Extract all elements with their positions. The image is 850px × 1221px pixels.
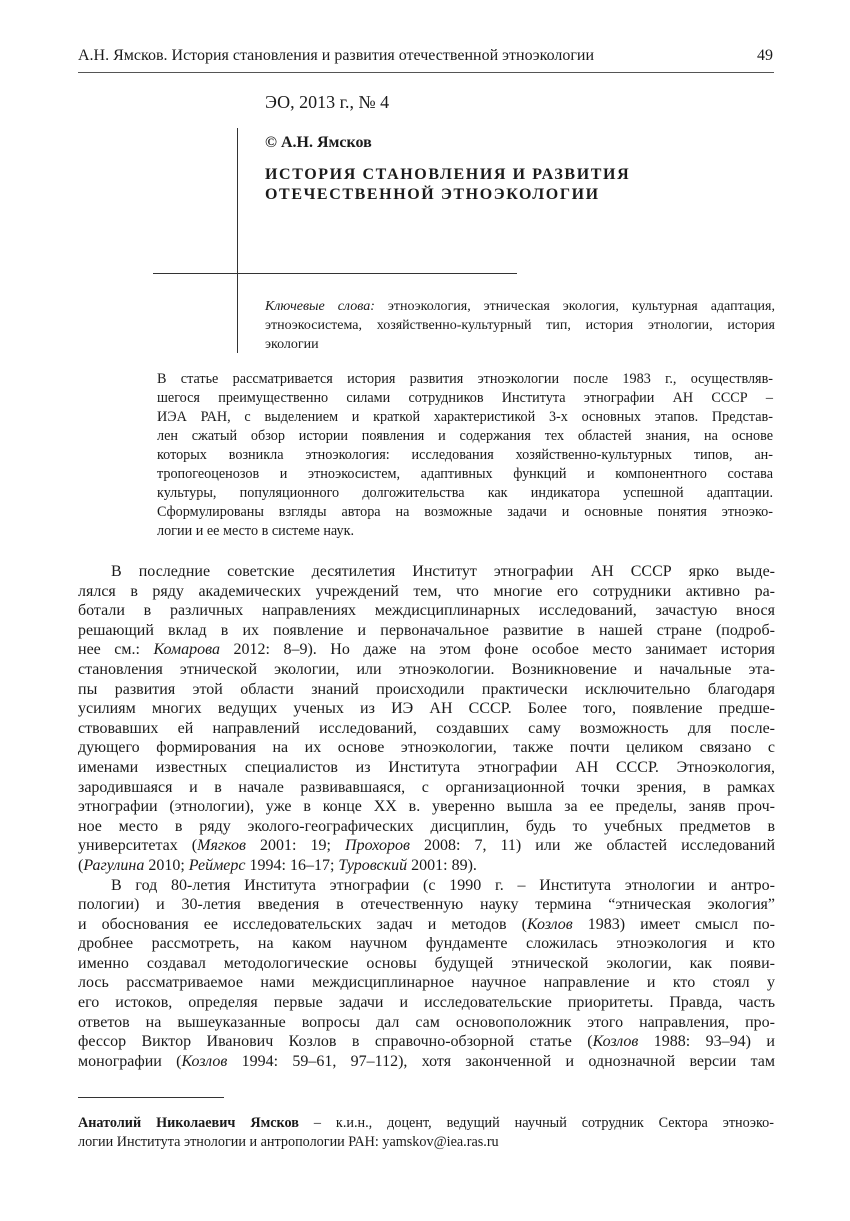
body-line: ответов на вышеуказанные вопросы дал сам основоположник этого направления, про- (78, 1013, 775, 1031)
body-line: именами известных специалистов из Института этнографии АН СССР. Этноэкология, (78, 758, 775, 776)
text-run: 1994: 16–17; (245, 856, 339, 874)
text-run: и обоснования ее исследовательских задач и методов ( (78, 915, 527, 933)
body-line: В год 80-летия Института этнографии (с 1990 г. – Института этнологии и антро- (111, 876, 775, 894)
text-run: фессор Виктор Иванович Козлов в справочно-обзорной статье ( (78, 1033, 593, 1051)
body-line: дующего формирования на их основе этноэкологии, также почти целиком связано с (78, 739, 775, 757)
abstract-line: шегося преимущественно силами сотрудников Института этнографии АН СССР – (157, 390, 773, 406)
keywords (265, 297, 775, 354)
abstract-line: тропогеоценозов и этноэкосистем, адаптивных функций и компонентного состава (157, 466, 773, 482)
journal-issue: ЭО, 2013 г., № 4 (265, 92, 390, 112)
article-title (265, 165, 745, 205)
vertical-rule (237, 128, 238, 353)
citation-author: Прохоров (345, 837, 410, 855)
body-line: усилиям многих ведущих ученых из ИЭ АН СССР. Более того, появление предше- (78, 700, 775, 718)
text-run: 2010; (144, 856, 189, 874)
author: © А.Н. Ямсков (265, 134, 372, 151)
footnote-line: логии Института этнологии и антропологии РАН: yamskov@iea.ras.ru (78, 1134, 499, 1150)
footnote-line (78, 1114, 774, 1133)
article-title-line: ОТЕЧЕСТВЕННОЙ ЭТНОЭКОЛОГИИ (265, 186, 600, 203)
running-head (78, 46, 773, 66)
body-line: ное место в ряду эколого-географических дисциплин, будь то учебных предметов в (78, 817, 775, 835)
citation-author: Козлов (592, 1033, 639, 1051)
text-run: 2012: 8–9). Но даже на этом фоне особое место занимает история (219, 641, 776, 659)
body-line (78, 836, 775, 856)
body-line (78, 640, 775, 660)
keywords-label: Ключевые слова: (265, 299, 375, 314)
body-line: зародившаяся и в начале развивавшаяся, с организационной точки зрения, в рамках (78, 778, 775, 796)
abstract-line: лен сжатый обзор истории появления и содержания тех областей знания, на основе (157, 428, 773, 444)
citation-author: Туровский (338, 856, 408, 874)
body-line: его истоков, определяя первые задачи и исследовательские приоритеты. Правда, часть (78, 994, 775, 1012)
footnote-author-name: Анатолий Николаевич Ямсков (78, 1115, 299, 1131)
body-line (78, 1032, 775, 1052)
horizontal-rule (153, 273, 517, 274)
body-line (78, 856, 775, 876)
citation-author: Реймерс (188, 856, 246, 874)
text-run: 1983) имеет смысл по- (572, 915, 775, 933)
abstract (157, 370, 773, 541)
text-run: монографии ( (78, 1052, 182, 1070)
body-line: ботали в различных направлениях междисциплинарных исследований, зачастую внося (78, 602, 775, 620)
text-run: нее см.: (78, 641, 154, 659)
keywords-text: этноэкология, этническая экология, культурная адаптация, этноэкосистема, хозяйственно-культурный тип, история этнологии, история экологии (265, 299, 775, 352)
citation-author: Козлов (526, 915, 573, 933)
text-run: 1988: 93–94) и (638, 1033, 775, 1051)
text-run: 2008: 7, 11) или же областей исследований (409, 837, 776, 855)
body-line: именно создавал методологические основы будущей этнической экологии, как появи- (78, 954, 775, 972)
abstract-line: культуры, популяционного долгожительства как индикатора успешной адаптации. (157, 485, 773, 501)
citation-author: Мягков (197, 837, 246, 855)
abstract-line: Сформулированы взгляды автора на возможные задачи и основные понятия этноэко- (157, 504, 773, 520)
abstract-line: В статье рассматривается история развития этноэкологии после 1983 г., осуществляв- (157, 371, 773, 387)
body-line: становления этнической экологии, или этноэкологии. Возникновение и начальные эта- (78, 660, 775, 678)
abstract-line: ИЭА РАН, с выделением и краткой характеристикой 3-х основных этапов. Представ- (157, 409, 773, 425)
footnote-rule (78, 1097, 224, 1098)
body-line (78, 915, 775, 935)
body-line: пы развития этой области знаний происходили практически исключительно благодаря (78, 680, 775, 698)
abstract-line: которых возникла этноэкология: исследования хозяйственно-культурных типов, ан- (157, 447, 773, 463)
text-run: 2001: 89). (407, 856, 477, 874)
text-run: 1994: 59–61, 97–112), хотя законченной и однозначной версии там (227, 1052, 775, 1070)
citation-author: Комарова (153, 641, 220, 659)
text-run: ( (78, 856, 84, 874)
body-line: лялся в ряду академических учреждений тем, что многие его сотрудники активно ра- (78, 582, 775, 600)
text-run: 2001: 19; (245, 837, 346, 855)
article-title-line: ИСТОРИЯ СТАНОВЛЕНИЯ И РАЗВИТИЯ (265, 166, 631, 183)
footnote-text: – к.и.н., доцент, ведущий научный сотрудник Сектора этноэко- (298, 1115, 774, 1131)
body-line: дробнее рассмотреть, на каком научном фундаменте сложилась этноэкология и кто (78, 935, 775, 953)
body-line: лось рассматриваемое нами междисциплинарное научное направление и кто стоял у (78, 974, 775, 992)
body-line: этнографии (этнологии), уже в конце XX в. уверенно вышла за ее пределы, заняв проч- (78, 798, 775, 816)
body-line: пологии) и 30-летия введения в отечественную науку термина “этническая экология” (78, 896, 775, 914)
body-line: ствовавших ей направлений исследований, создавших саму возможность для после- (78, 719, 775, 737)
citation-author: Козлов (181, 1052, 228, 1070)
author-footnote (78, 1114, 774, 1152)
running-head-title: А.Н. Ямсков. История становления и развития отечественной этноэкологии (78, 47, 595, 64)
body-line: решающий вклад в их появление и первоначальное развитие в нашей стране (подроб- (78, 621, 775, 639)
text-run: университетах ( (78, 837, 198, 855)
page-number: 49 (757, 47, 773, 64)
body-line (78, 1052, 775, 1072)
citation-author: Рагулина (83, 856, 145, 874)
header-rule (78, 72, 774, 73)
body-line: В последние советские десятилетия Институт этнографии АН СССР ярко выде- (111, 563, 775, 580)
abstract-line: логии и ее место в системе наук. (157, 523, 355, 539)
body-text (78, 562, 775, 1071)
